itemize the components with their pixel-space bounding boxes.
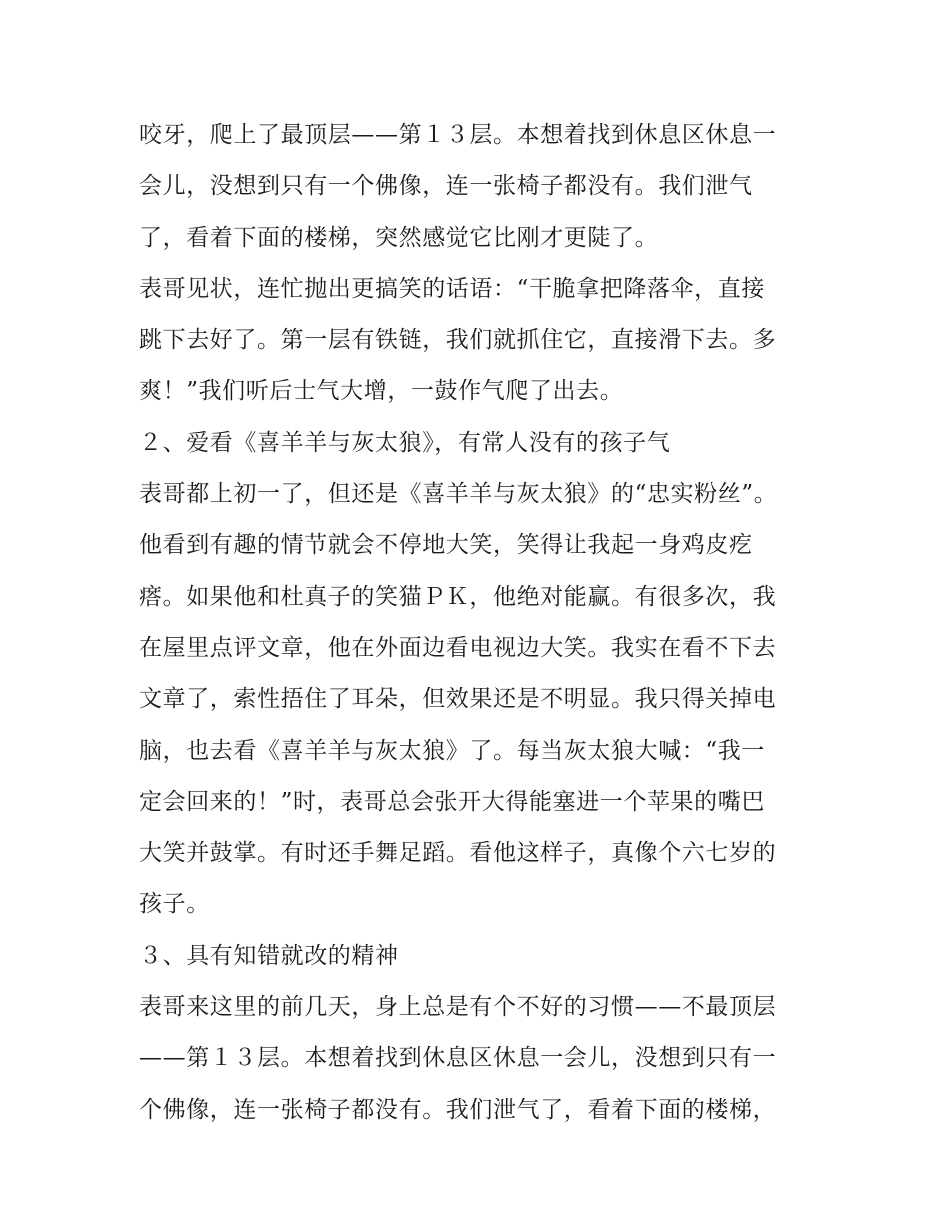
text-line: 了，看着下面的楼梯，突然感觉它比刚才更陡了。 [139,224,659,251]
text-line: 孩子。 [139,891,210,918]
section-heading: ３、具有知错就改的精神 [139,942,399,969]
text-line: ——第１３层。本想着找到休息区休息一会儿，没想到只有一 [139,1045,777,1072]
text-line: 咬牙，爬上了最顶层——第１３层。本想着找到休息区休息一 [139,122,777,148]
text-line: 在屋里点评文章，他在外面边看电视边大笑。我实在看不下去 [139,634,777,661]
text-line: 文章了，索性捂住了耳朵，但效果还是不明显。我只得关掉电 [139,686,777,713]
text-line: 跳下去好了。第一层有铁链，我们就抓住它，直接滑下去。多 [139,327,777,354]
body-text [139,110,819,1136]
text-line: 大笑并鼓掌。有时还手舞足蹈。看他这样子，真像个六七岁的 [139,840,777,867]
text-line: 表哥来这里的前几天，身上总是有个不好的习惯——不最顶层 [139,994,777,1021]
text-line: 个佛像，连一张椅子都没有。我们泄气了，看着下面的楼梯， [139,1096,777,1123]
text-line: 他看到有趣的情节就会不停地大笑，笑得让我起一身鸡皮疙 [139,532,753,559]
text-line: 表哥见状，连忙抛出更搞笑的话语：“干脆拿把降落伞，直接 [139,275,765,302]
text-line: 脑，也去看《喜羊羊与灰太狼》了。每当灰太狼大喊：“我一 [139,737,765,764]
section-heading: ２、爱看《喜羊羊与灰太狼》，有常人没有的孩子气 [139,429,671,456]
text-line: 瘩。如果他和杜真子的笑猫ＰＫ，他绝对能赢。有很多次，我 [139,583,777,610]
text-line: 会儿，没想到只有一个佛像，连一张椅子都没有。我们泄气 [139,173,753,200]
text-line: 表哥都上初一了，但还是《喜羊羊与灰太狼》的“忠实粉丝”。 [139,481,778,508]
text-line: 定会回来的！”时，表哥总会张开大得能塞进一个苹果的嘴巴 [139,788,765,815]
text-line: 爽！”我们听后士气大增，一鼓作气爬了出去。 [139,378,624,405]
